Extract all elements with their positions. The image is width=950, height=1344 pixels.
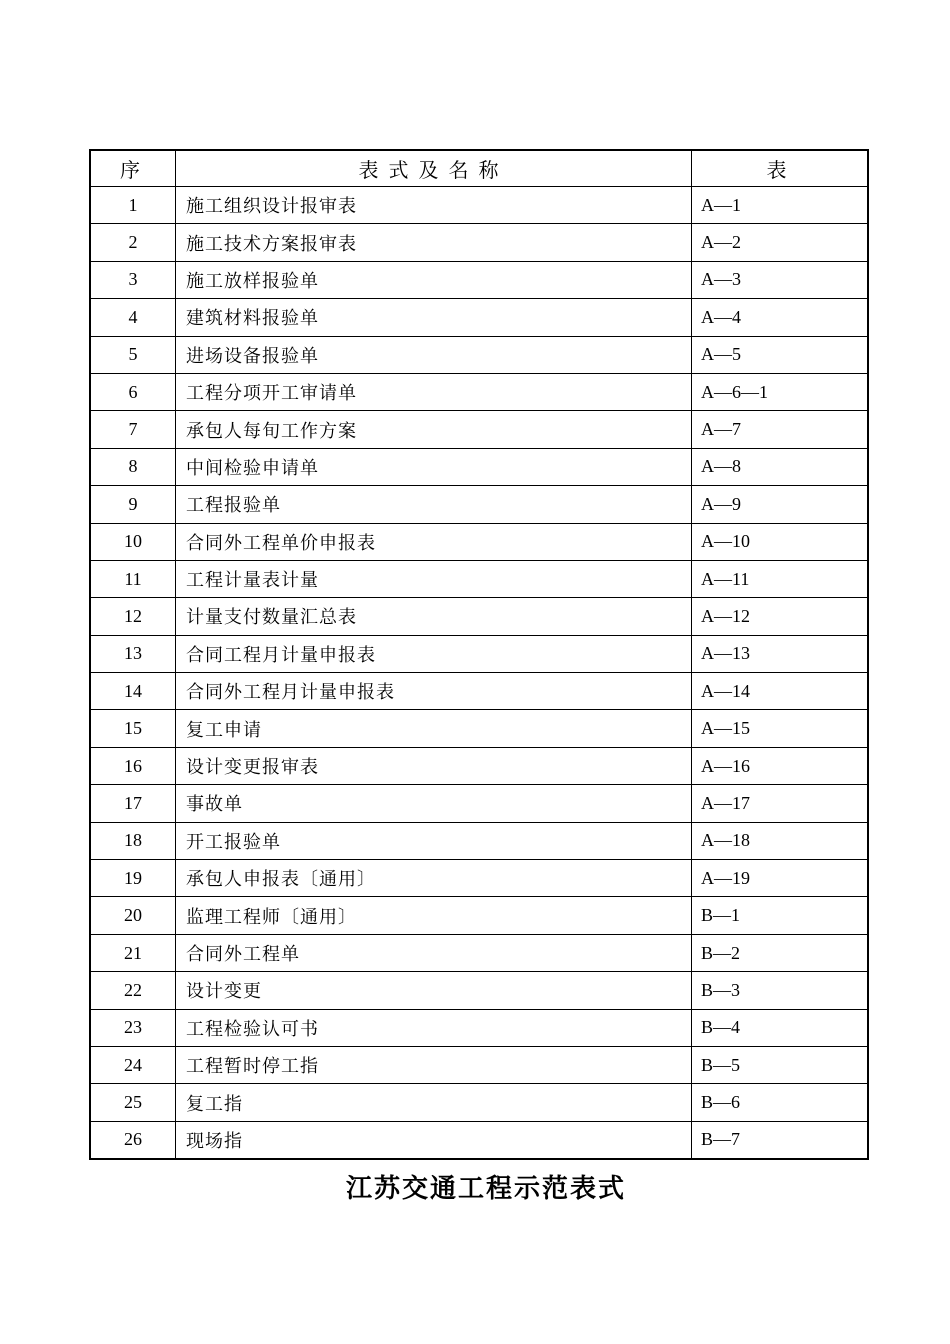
row-form-name: 建筑材料报验单 xyxy=(176,299,692,336)
row-form-name: 复工指 xyxy=(176,1084,692,1121)
row-seq-number: 8 xyxy=(90,448,176,485)
row-form-name: 合同外工程月计量申报表 xyxy=(176,673,692,710)
row-seq-number: 7 xyxy=(90,411,176,448)
table-row xyxy=(90,635,868,672)
row-form-code: A—13 xyxy=(692,635,869,672)
table-row xyxy=(90,336,868,373)
row-form-name: 进场设备报验单 xyxy=(176,336,692,373)
table-header-row xyxy=(90,150,868,187)
row-form-name: 施工组织设计报审表 xyxy=(176,187,692,224)
row-form-code: B—4 xyxy=(692,1009,869,1046)
row-form-name: 工程分项开工审请单 xyxy=(176,373,692,410)
row-form-code: A—6—1 xyxy=(692,373,869,410)
row-form-name: 承包人申报表〔通用〕 xyxy=(176,860,692,897)
row-form-code: B—1 xyxy=(692,897,869,934)
table-row xyxy=(90,710,868,747)
row-seq-number: 25 xyxy=(90,1084,176,1121)
table-row xyxy=(90,785,868,822)
row-form-name: 监理工程师〔通用〕 xyxy=(176,897,692,934)
row-seq-number: 14 xyxy=(90,673,176,710)
row-form-code: B—3 xyxy=(692,972,869,1009)
row-form-code: A—5 xyxy=(692,336,869,373)
header-seq: 序 xyxy=(90,150,176,187)
table-row xyxy=(90,1046,868,1083)
table-row xyxy=(90,1009,868,1046)
row-form-name: 施工放样报验单 xyxy=(176,261,692,298)
row-seq-number: 17 xyxy=(90,785,176,822)
row-form-name: 合同工程月计量申报表 xyxy=(176,635,692,672)
row-seq-number: 9 xyxy=(90,486,176,523)
table-row xyxy=(90,972,868,1009)
table-row xyxy=(90,411,868,448)
row-form-name: 承包人每旬工作方案 xyxy=(176,411,692,448)
table-row xyxy=(90,897,868,934)
table-row xyxy=(90,486,868,523)
header-code: 表 xyxy=(692,150,869,187)
row-form-name: 事故单 xyxy=(176,785,692,822)
row-seq-number: 4 xyxy=(90,299,176,336)
row-seq-number: 18 xyxy=(90,822,176,859)
row-form-name: 复工申请 xyxy=(176,710,692,747)
row-form-code: A—14 xyxy=(692,673,869,710)
document-caption: 江苏交通工程示范表式 xyxy=(345,1174,626,1204)
row-seq-number: 5 xyxy=(90,336,176,373)
row-seq-number: 1 xyxy=(90,187,176,224)
row-form-code: A—11 xyxy=(692,560,869,597)
row-form-code: A—18 xyxy=(692,822,869,859)
table-row xyxy=(90,224,868,261)
row-form-code: A—9 xyxy=(692,486,869,523)
row-form-code: B—6 xyxy=(692,1084,869,1121)
row-seq-number: 21 xyxy=(90,934,176,971)
row-form-name: 中间检验申请单 xyxy=(176,448,692,485)
table-row xyxy=(90,673,868,710)
row-form-code: A—7 xyxy=(692,411,869,448)
row-form-code: A—3 xyxy=(692,261,869,298)
row-form-code: A—8 xyxy=(692,448,869,485)
table-row xyxy=(90,934,868,971)
row-form-name: 合同外工程单 xyxy=(176,934,692,971)
row-seq-number: 3 xyxy=(90,261,176,298)
row-form-name: 工程检验认可书 xyxy=(176,1009,692,1046)
table-row xyxy=(90,448,868,485)
row-seq-number: 2 xyxy=(90,224,176,261)
table-row xyxy=(90,261,868,298)
row-seq-number: 26 xyxy=(90,1121,176,1159)
row-form-code: A—4 xyxy=(692,299,869,336)
row-seq-number: 16 xyxy=(90,747,176,784)
row-form-code: A—15 xyxy=(692,710,869,747)
row-form-name: 工程暂时停工指 xyxy=(176,1046,692,1083)
table-row xyxy=(90,560,868,597)
table-row xyxy=(90,1084,868,1121)
row-form-code: A—1 xyxy=(692,187,869,224)
row-form-code: B—7 xyxy=(692,1121,869,1159)
row-seq-number: 24 xyxy=(90,1046,176,1083)
table-row xyxy=(90,822,868,859)
row-seq-number: 20 xyxy=(90,897,176,934)
row-form-code: A—19 xyxy=(692,860,869,897)
row-seq-number: 12 xyxy=(90,598,176,635)
row-form-name: 设计变更报审表 xyxy=(176,747,692,784)
table-row xyxy=(90,747,868,784)
header-name: 表式及名称 xyxy=(176,150,692,187)
table-row xyxy=(90,373,868,410)
row-form-name: 合同外工程单价申报表 xyxy=(176,523,692,560)
row-seq-number: 15 xyxy=(90,710,176,747)
row-form-code: A—16 xyxy=(692,747,869,784)
table-row xyxy=(90,598,868,635)
row-seq-number: 19 xyxy=(90,860,176,897)
row-seq-number: 13 xyxy=(90,635,176,672)
row-form-code: A—10 xyxy=(692,523,869,560)
row-form-name: 开工报验单 xyxy=(176,822,692,859)
table-row xyxy=(90,299,868,336)
table-row xyxy=(90,860,868,897)
row-form-code: A—17 xyxy=(692,785,869,822)
row-form-code: B—2 xyxy=(692,934,869,971)
row-seq-number: 23 xyxy=(90,1009,176,1046)
row-seq-number: 6 xyxy=(90,373,176,410)
forms-index-table xyxy=(89,149,869,1160)
table-row xyxy=(90,187,868,224)
row-form-code: A—12 xyxy=(692,598,869,635)
row-seq-number: 10 xyxy=(90,523,176,560)
row-form-code: A—2 xyxy=(692,224,869,261)
row-form-name: 计量支付数量汇总表 xyxy=(176,598,692,635)
table-row xyxy=(90,523,868,560)
row-form-name: 施工技术方案报审表 xyxy=(176,224,692,261)
table-body xyxy=(90,187,868,1160)
row-form-name: 设计变更 xyxy=(176,972,692,1009)
row-form-name: 工程计量表计量 xyxy=(176,560,692,597)
row-form-name: 工程报验单 xyxy=(176,486,692,523)
row-seq-number: 11 xyxy=(90,560,176,597)
table-row xyxy=(90,1121,868,1159)
row-form-name: 现场指 xyxy=(176,1121,692,1159)
row-seq-number: 22 xyxy=(90,972,176,1009)
row-form-code: B—5 xyxy=(692,1046,869,1083)
